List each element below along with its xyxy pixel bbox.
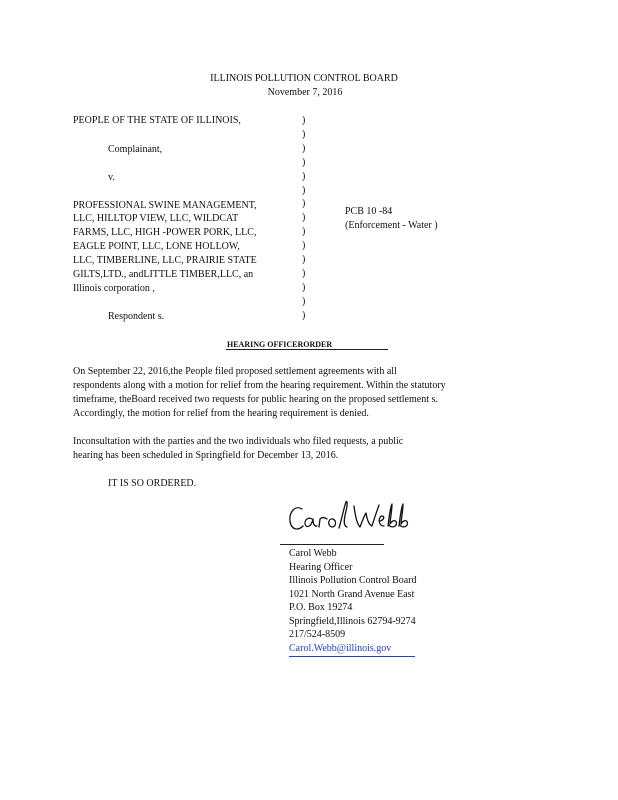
caption-paren: ) <box>302 115 306 126</box>
paragraph-line: timeframe, theBoard received two requests for public hearing on the proposed settlement s. <box>73 394 438 405</box>
complainant-role: Complainant, <box>108 144 163 155</box>
paragraph-line: On September 22, 2016,the People filed proposed settlement agreements with all <box>73 366 397 377</box>
caption-paren: ) <box>302 254 306 266</box>
caption-paren: ) <box>302 281 306 293</box>
caption-paren: ) <box>302 128 306 140</box>
paragraph-line: respondents along with a motion for relief from the hearing requirement. Within the statutory <box>73 380 446 391</box>
signature-line <box>280 544 384 545</box>
versus-label: v. <box>108 172 115 183</box>
caption-paren: ) <box>302 170 306 182</box>
caption-paren: ) <box>302 240 306 252</box>
order-title-rule <box>226 349 388 350</box>
respondents-line: Illinois corporation , <box>73 283 155 294</box>
signer-title: Hearing Officer <box>289 561 353 573</box>
respondents-line: FARMS, LLC, HIGH -POWER PORK, LLC, <box>73 227 257 238</box>
email-underline <box>289 656 415 657</box>
respondents-line: LLC, TIMBERLINE, LLC, PRAIRIE STATE <box>73 255 257 266</box>
case-type: (Enforcement - Water ) <box>345 220 438 231</box>
caption-paren: ) <box>302 142 306 154</box>
signer-agency: Illinois Pollution Control Board <box>289 575 417 586</box>
document-date: November 7, 2016 <box>267 87 343 98</box>
caption-paren: ) <box>302 309 306 321</box>
caption-paren: ) <box>302 184 306 196</box>
case-number: PCB 10 -84 <box>345 206 393 217</box>
respondents-line: PROFESSIONAL SWINE MANAGEMENT, <box>73 200 257 211</box>
signer-email-link[interactable]: Carol.Webb@illinois.gov <box>289 642 392 654</box>
respondents-line: LLC, HILLTOP VIEW, LLC, WILDCAT <box>73 213 239 224</box>
caption-paren: ) <box>302 295 306 307</box>
paragraph-line: Accordingly, the motion for relief from the hearing requirement is denied. <box>73 408 369 419</box>
caption-paren: ) <box>302 212 306 224</box>
respondents-line: GILTS,LTD., andLITTLE TIMBER,LLC, an <box>73 269 254 280</box>
complainant-name: PEOPLE OF THE STATE OF ILLINOIS, <box>73 115 241 126</box>
signer-city: Springfield,Illinois 62794-9274 <box>289 615 416 627</box>
signature-block <box>289 547 417 655</box>
signer-street: 1021 North Grand Avenue East <box>289 588 415 600</box>
respondents-line: EAGLE POINT, LLC, LONE HOLLOW, <box>73 241 240 252</box>
caption-paren: ) <box>302 156 306 168</box>
closing-statement: IT IS SO ORDERED. <box>108 478 197 489</box>
caption-parens <box>302 114 312 323</box>
caption-paren: ) <box>302 198 306 210</box>
paragraph-line: hearing has been scheduled in Springfield for December 13, 2016. <box>73 450 339 461</box>
respondent-role: Respondent s. <box>108 311 165 322</box>
signer-phone: 217/524-8509 <box>289 629 346 640</box>
caption-paren: ) <box>302 226 306 238</box>
paragraph-line: Inconsultation with the parties and the two individuals who filed requests, a public <box>73 436 404 447</box>
agency-heading: ILLINOIS POLLUTION CONTROL BOARD <box>210 73 398 84</box>
order-title: HEARING OFFICERORDER <box>227 340 333 349</box>
handwritten-signature <box>286 497 412 537</box>
signer-po-box: P.O. Box 19274 <box>289 602 353 613</box>
signer-name: Carol Webb <box>289 548 337 559</box>
caption-paren: ) <box>302 267 306 279</box>
